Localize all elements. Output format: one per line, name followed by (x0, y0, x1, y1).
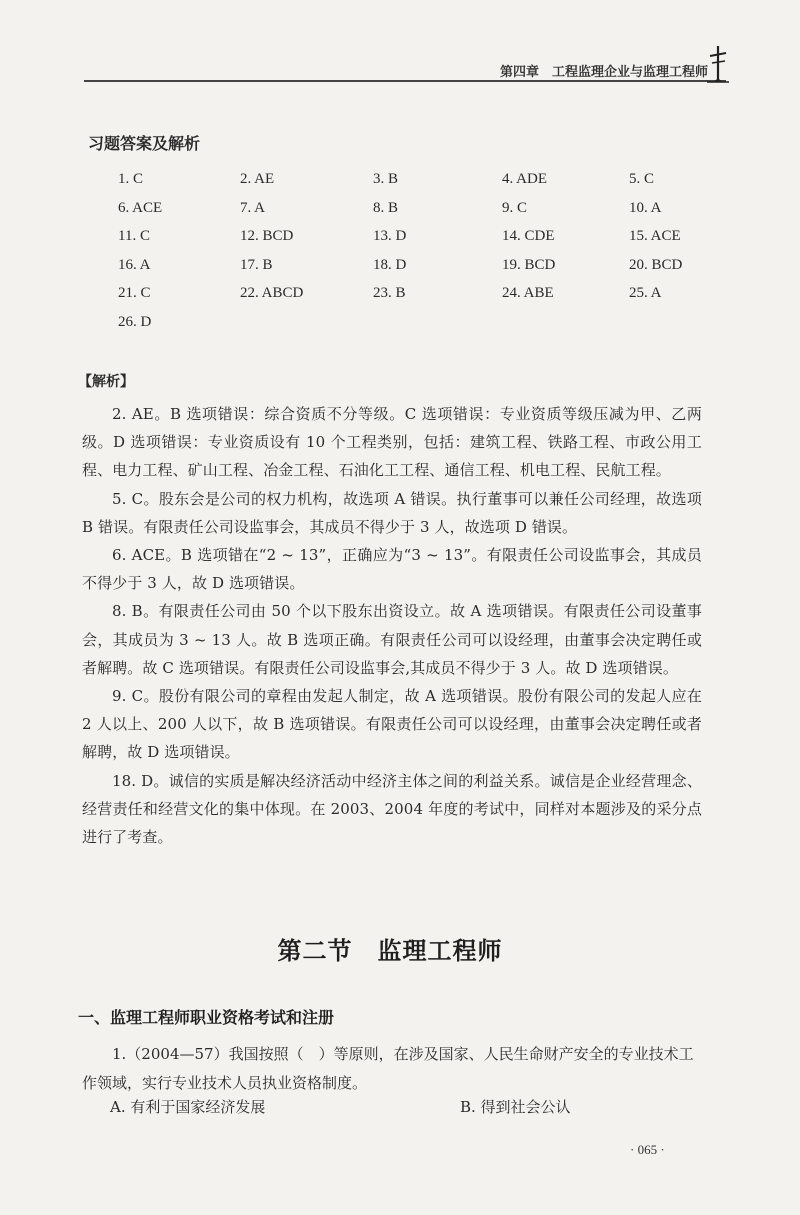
question-text: 1.（2004—57）我国按照（ ）等原则，在涉及国家、人民生命财产安全的专业技术工作领域，实行专业技术人员执业资格制度。 (82, 1045, 694, 1092)
answer-item: 24. ABE (502, 285, 554, 301)
answer-item: 20. BCD (629, 256, 683, 273)
analysis-paragraph: 8. B。有限责任公司由 50 个以下股东出资设立。故 A 选项错误。有限责任公司设董事会，其成员为 3 ~ 13 人。故 B 选项正确。有限责任公司可以设经理，由董事会决定聘任或者解聘。故 C 选项错误。有限责任公司设监事会,其成员不得少于 3 人。故 D 选项错误。 (82, 602, 702, 677)
answers-grid (118, 171, 718, 342)
section-title: 第二节 监理工程师 (277, 937, 503, 965)
answer-item: 3. B (373, 171, 399, 187)
answer-item: 11. C (118, 228, 150, 244)
answer-item: 26. D (118, 313, 152, 330)
answer-item: 22. ABCD (240, 285, 304, 301)
analysis-paragraph: 2. AE。B 选项错误：综合资质不分等级。C 选项错误：专业资质等级压减为甲、乙两级。D 选项错误：专业资质设有 10 个工程类别，包括：建筑工程、铁路工程、市政公用工程、电力工程、矿山工程、冶金工程、石油化工工程、通信工程、机电工程、民航工程。 (82, 405, 702, 480)
answer-item: 1. C (118, 171, 144, 187)
answer-item: 9. C (502, 199, 528, 216)
analysis-body (82, 400, 702, 851)
answer-item: 10. A (629, 199, 662, 216)
answers-section-title: 习题答案及解析 (88, 134, 201, 153)
option-a: A. 有利于国家经济发展 (110, 1098, 266, 1116)
analysis-title: 【解析】 (78, 374, 134, 390)
answer-item: 7. A (240, 199, 266, 216)
subsection-title: 一、监理工程师职业资格考试和注册 (78, 1008, 335, 1027)
question-1 (82, 1040, 702, 1097)
answer-item: 25. A (629, 285, 662, 301)
answer-item: 23. B (373, 285, 406, 301)
analysis-paragraph: 9. C。股份有限公司的章程由发起人制定，故 A 选项错误。股份有限公司的发起人应在 2 人以上、200 人以下，故 B 选项错误。有限责任公司可以设经理，由董事会决定聘任或者解聘，故 D 选项错误。 (82, 687, 702, 762)
analysis-paragraph: 5. C。股东会是公司的权力机构，故选项 A 错误。执行董事可以兼任公司经理，故选项 B 错误。有限责任公司设监事会，其成员不得少于 3 人，故选项 D 错误。 (82, 489, 702, 536)
answer-item: 5. C (629, 171, 655, 187)
analysis-paragraph: 6. ACE。B 选项错在“2 ~ 13”，正确应为“3 ~ 13”。有限责任公司设监事会，其成员不得少于 3 人，故 D 选项错误。 (82, 546, 702, 593)
header-divider (84, 80, 726, 82)
option-b: B. 得到社会公认 (460, 1098, 571, 1116)
chapter-header-title: 第四章 工程监理企业与监理工程师 (499, 65, 708, 80)
answer-item: 19. BCD (502, 256, 556, 273)
page-number: · 065 · (630, 1142, 665, 1157)
answer-item: 18. D (373, 256, 407, 273)
answer-item: 12. BCD (240, 228, 294, 244)
analysis-paragraph: 18. D。诚信的实质是解决经济活动中经济主体之间的利益关系。诚信是企业经营理念、经营责任和经营文化的集中体现。在 2003、2004 年度的考试中，同样对本题涉及的采分点进行了考查。 (82, 771, 702, 847)
answer-item: 6. ACE (118, 199, 163, 216)
answer-item: 4. ADE (502, 171, 547, 187)
answer-item: 2. AE (240, 171, 275, 187)
answer-item: 16. A (118, 256, 151, 273)
answer-item: 14. CDE (502, 228, 555, 244)
answer-item: 21. C (118, 285, 151, 301)
answer-item: 13. D (373, 228, 407, 244)
answer-item: 17. B (240, 256, 273, 273)
answer-item: 8. B (373, 199, 399, 216)
signpost-icon (705, 44, 731, 84)
answer-item: 15. ACE (629, 228, 681, 244)
